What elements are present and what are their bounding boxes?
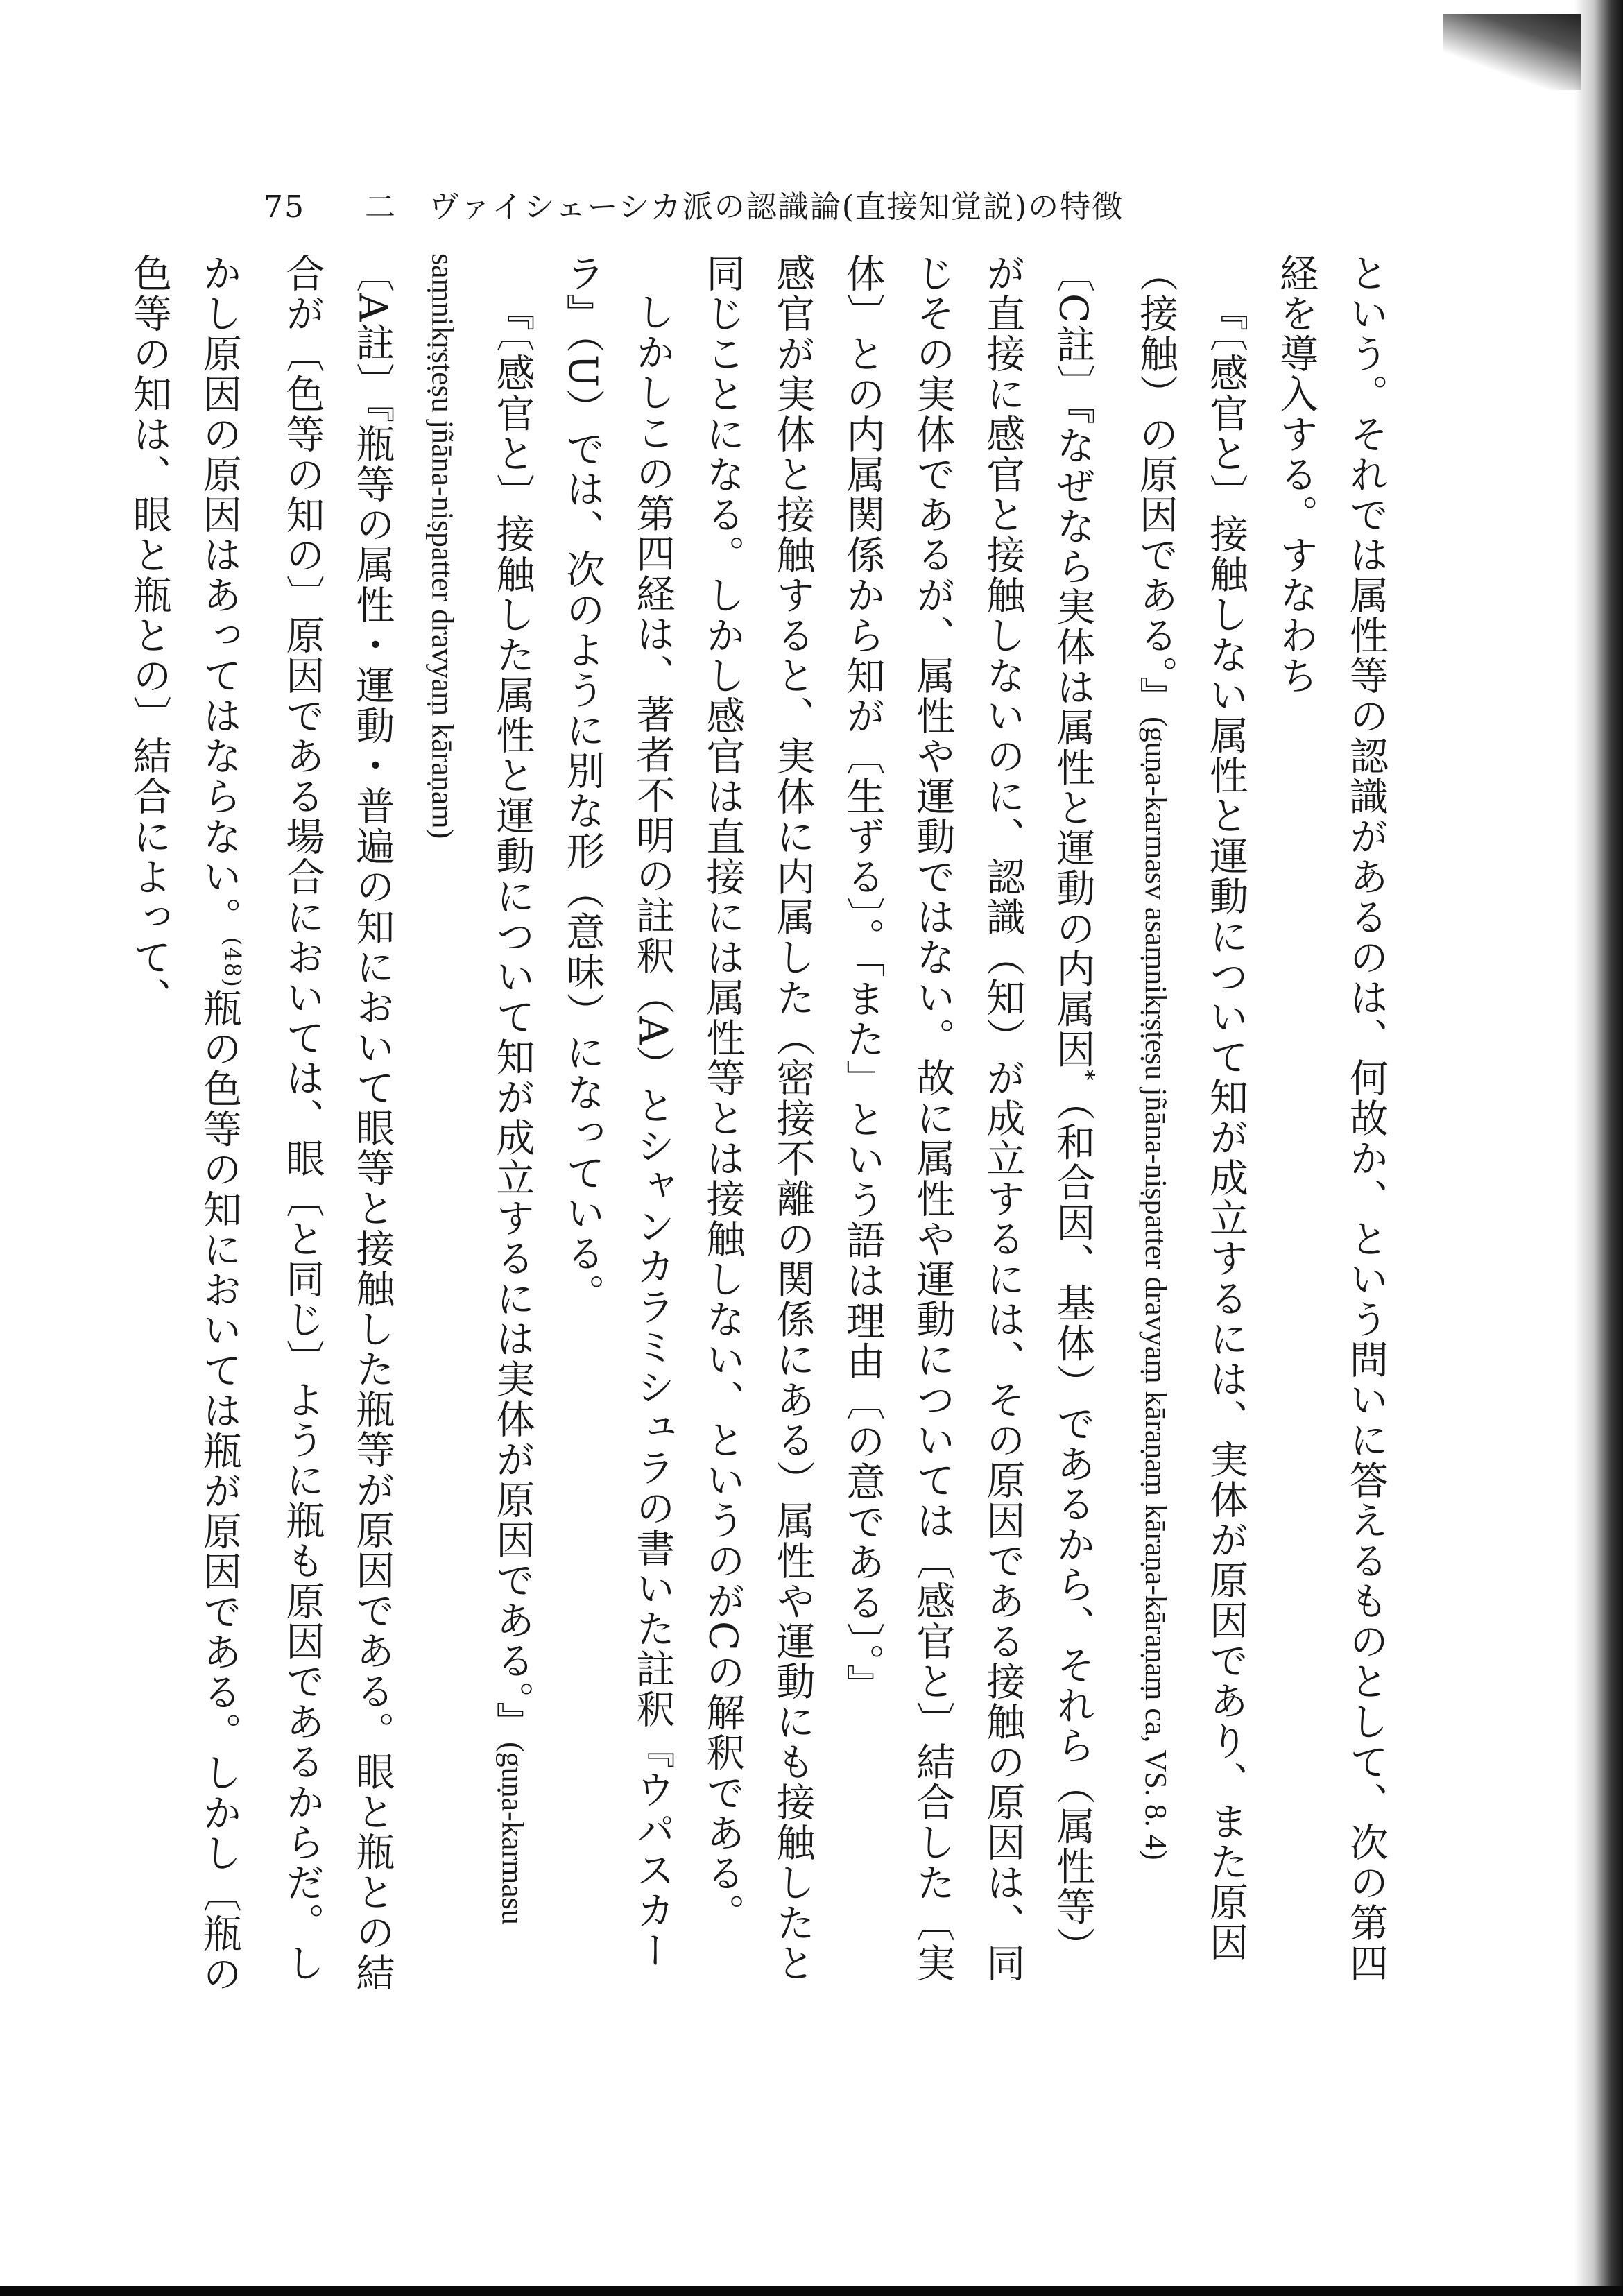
sanskrit-citation: (guṇa-karmasv asaṃnikṛṣṭeṣu jñāna-niṣpatter dravyaṃ kāraṇaṃ kāraṇa-kāraṇaṃ ca, VS. 8. 4) xyxy=(1139,717,1173,1860)
scan-corner-shadow xyxy=(1443,14,1581,90)
alt-sanskrit-citation: (guṇa-karmasu saṃnikṛṣṭeṣu jñāna-niṣpatter dravyaṃ kāraṇam) xyxy=(425,253,530,1925)
vertical-body-text xyxy=(126,253,1401,2001)
paragraph-a-commentary xyxy=(114,253,408,2001)
scan-bottom-edge xyxy=(0,2286,1623,2296)
running-header xyxy=(264,182,1124,226)
sutra-quote: 『〔感官と〕接触しない属性と運動について知が成立するには、実体が原因であり、また原因（接触）の原因である。』 xyxy=(1133,253,1248,1962)
paragraph-alternative: しかしこの第四経は、著者不明の註釈（A）とシャンカラミシュラの書いた註釈『ウパスカーラ』（U）では、次のように別な形（意味）になっている。 xyxy=(560,253,676,1971)
paragraph-alt-sutra xyxy=(407,253,547,2001)
paragraph-intro: という。それでは属性等の認識があるのは、何故か、という問いに答えるものとして、次の第四経を導入する。すなわち xyxy=(1273,253,1389,1983)
section-title: 二 ヴァイシェーシカ派の認識論(直接知覚説)の特徴 xyxy=(365,189,1124,225)
c-commentary-start: 〔C註〕『なぜなら実体は属性と運動の内属因 xyxy=(1050,253,1096,1070)
footnote-ref: (48) xyxy=(219,937,246,988)
a-commentary-start: 〔A註〕『瓶等の属性・運動・普遍の知において眼等と接触した瓶等が原因である。眼と瓶との結合が〔色等の知の〕原因である場合においては、眼〔と同じ〕ように瓶も原因であるからだ。しかし原因の原因はあってはならない。 xyxy=(196,253,395,1994)
alt-sutra-quote: 『〔感官と〕接触した属性と運動について知が成立するには実体が原因である。』 xyxy=(490,292,535,1742)
asterisk-mark: * xyxy=(1073,1069,1099,1082)
paragraph-sutra-quote xyxy=(1121,253,1261,2001)
paragraph-explanation: 感官が実体と接触すると、実体に内属した（密接不離の関係にある）属性や運動にも接触したと同じことになる。しかし感官は直接には属性等とは接触しない、というのがCの解釈である。 xyxy=(700,253,816,1983)
page-number: 75 xyxy=(264,189,305,225)
a-commentary-rest: 瓶の色等の知においては瓶が原因である。しかし〔瓶の色等の知は、眼と瓶との〕結合によって、 xyxy=(126,253,242,1994)
book-spine-shadow xyxy=(1574,0,1623,2296)
c-commentary-rest: （和合因、基体）であるから、それら（属性等）が直接に感官と接触しないのに、認識（知）が成立するには、その原因である接触の原因は、同じその実体であるが、属性や運動ではない。故に属性や運動については〔感官と〕結合した〔実体〕との内属関係から知が〔生ずる〕。「また」という語は理由〔の意である〕。』 xyxy=(840,253,1096,1983)
paragraph-c-commentary xyxy=(827,253,1121,2001)
